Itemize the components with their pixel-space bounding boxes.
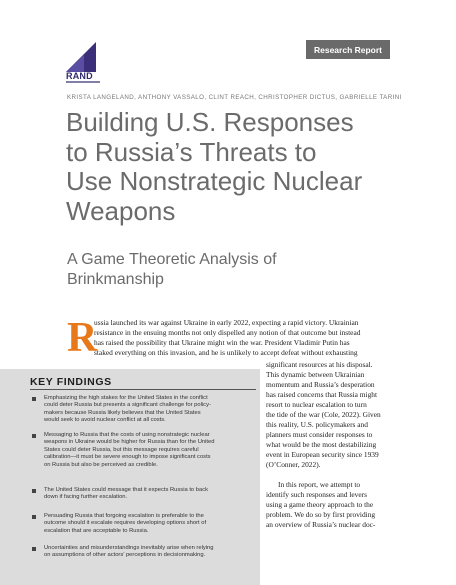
title-line: Building U.S. Responses <box>66 107 354 137</box>
bullet-icon <box>32 397 36 401</box>
key-findings-divider <box>30 389 256 390</box>
key-finding-text: on assumptions of other actors’ perceptions in decisionmaking. <box>44 552 206 559</box>
body-line: resistance in the ensuing months not only dispelled any notion of that outcome but instead <box>94 328 361 337</box>
rand-logo-icon <box>66 42 96 72</box>
authors: KRISTA LANGELAND, ANTHONY VASSALO, CLINT REACH, CHRISTOPHER DICTUS, GABRIELLE TARINI <box>67 94 402 101</box>
key-finding-text: escalation that are acceptable to Russia. <box>44 527 149 534</box>
key-finding-text: Persuading Russia that forgoing escalation is preferable to the <box>44 513 204 519</box>
body-line: event in European security since 1939 <box>266 450 379 459</box>
report-title <box>66 108 396 226</box>
body-line: planners must consider responses to <box>266 430 373 439</box>
body-line: resort to nuclear escalation to turn <box>266 400 367 409</box>
body-line: In this report, we attempt to <box>278 480 361 489</box>
body-line: an overview of Russia’s nuclear doc- <box>266 520 376 529</box>
logo-text: RAND <box>66 71 93 81</box>
subtitle-line: A Game Theoretic Analysis of <box>67 251 277 268</box>
key-finding-text: would seek to avoid nuclear conflict at all costs. <box>44 417 166 424</box>
bullet-icon <box>32 515 36 519</box>
body-line: This dynamic between Ukrainian <box>266 370 365 379</box>
key-finding-text: could deter Russia but presents a significant challenge for policy- <box>44 402 211 409</box>
body-line: momentum and Russia’s desperation <box>266 380 375 389</box>
key-finding-text: outcome should it escalate requires developing options short of <box>44 520 207 527</box>
key-finding-text: calibration—it must be severe enough to impose significant costs <box>44 454 211 461</box>
key-finding-text: States could deter Russia, but this message requires careful <box>44 446 199 453</box>
body-line: has raised the possibility that Ukraine might win the war. President Vladimir Putin has <box>94 338 350 347</box>
bullet-icon <box>32 547 36 551</box>
title-line: Use Nonstrategic Nuclear <box>66 166 363 196</box>
key-finding-text: weapons in Ukraine would be higher for Russia than for the United <box>44 439 215 446</box>
key-finding-text: on Russia but also be perceived as credible. <box>44 461 158 468</box>
key-finding-text: Uncertainties and misunderstandings inevitably arise when relying <box>44 545 214 551</box>
key-finding-text: makers because Russia likely believes that the United States <box>44 409 201 416</box>
body-line: this reality, U.S. policymakers and <box>266 420 368 429</box>
key-finding-text: The United States could message that it expects Russia to back <box>44 487 209 493</box>
body-line: problem. We do so by first providing <box>266 510 376 519</box>
bullet-icon <box>32 434 36 438</box>
logo-underline <box>66 81 100 83</box>
key-finding-item <box>30 395 256 425</box>
key-findings-title: KEY FINDINGS <box>30 376 112 388</box>
title-line: to Russia’s Threats to <box>66 136 317 167</box>
drop-cap: R <box>67 315 98 361</box>
bullet-icon <box>32 489 36 493</box>
body-line: identify such responses and levers <box>266 490 367 499</box>
body-line: staked everything on this invasion, and he is unlikely to accept defeat without exhausting <box>94 348 358 357</box>
subtitle-line: Brinkmanship <box>67 271 164 288</box>
body-line: has raised concerns that Russia might <box>266 390 378 399</box>
key-finding-text: Emphasizing the high stakes for the United States in the conflict <box>44 395 208 401</box>
key-finding-item <box>30 545 256 560</box>
title-line: Weapons <box>66 195 176 226</box>
body-line: the tide of the war (Cole, 2022). Given <box>266 410 381 419</box>
body-line: (O’Conner, 2022). <box>266 460 321 469</box>
body-line: using a game theory approach to the <box>266 500 374 509</box>
body-line: what would be the most destabilizing <box>266 440 377 449</box>
key-finding-item <box>30 513 256 535</box>
key-finding-text: Messaging to Russia that the costs of using nonstrategic nuclear <box>44 432 210 438</box>
body-line: significant resources at his disposal. <box>266 360 373 369</box>
key-finding-item <box>30 487 256 502</box>
body-line: ussia launched its war against Ukraine in early 2022, expecting a rapid victory. Ukrainian <box>94 318 359 327</box>
report-type-badge: Research Report <box>306 40 390 59</box>
report-subtitle <box>67 250 397 290</box>
key-finding-text: down if facing further escalation. <box>44 494 128 501</box>
key-finding-item <box>30 432 256 469</box>
